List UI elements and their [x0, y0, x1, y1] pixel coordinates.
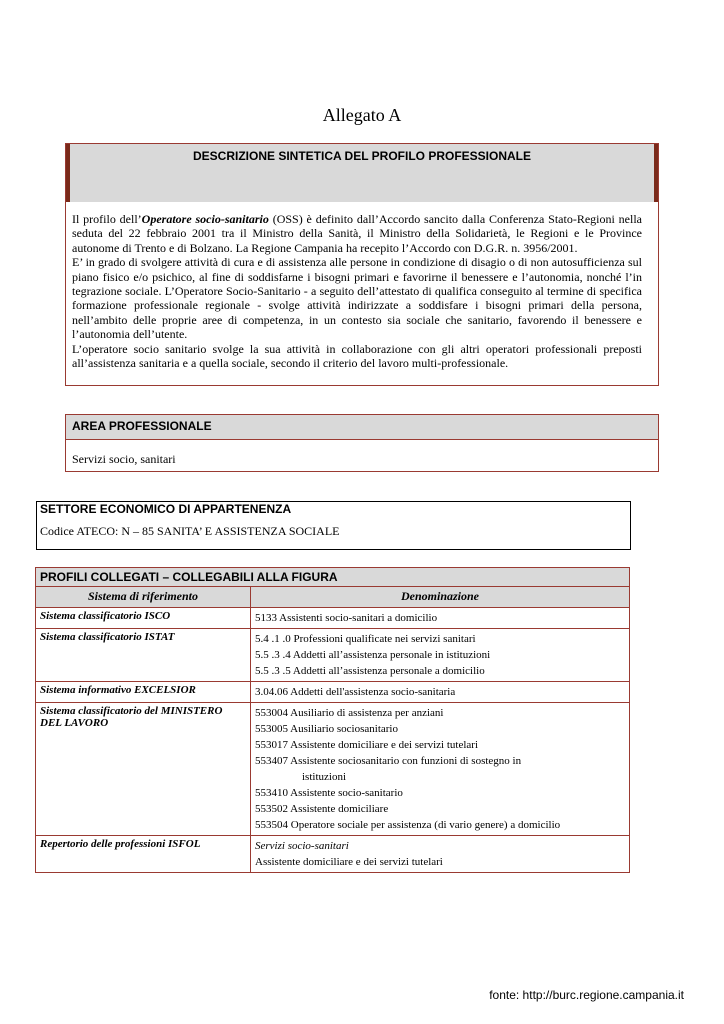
profili-table: [35, 567, 630, 873]
sys-cell: Sistema classificatorio del MINISTERO DEL LAVORO: [36, 703, 251, 836]
den-item: Assistente domiciliare e dei servizi tutelari: [255, 856, 443, 868]
den-item: 5133 Assistenti socio-sanitari a domicilio: [255, 612, 438, 624]
descrizione-paragraph-1: [72, 212, 642, 255]
descrizione-paragraph-3: L’operatore socio sanitario svolge la sua attività in collaborazione con gli altri operatori professionali preposti all’assistenza sanitaria e a quella sociale, secondo il criterio del lavoro multi-professionale.: [72, 341, 642, 371]
den-item: 553004 Ausiliario di assistenza per anziani: [255, 707, 444, 719]
col-header-sistema: Sistema di riferimento: [36, 587, 251, 608]
den-cell: [251, 629, 630, 682]
den-item: 553502 Assistente domiciliare: [255, 803, 389, 815]
den-item: Servizi socio-sanitari: [255, 840, 349, 852]
descrizione-paragraph-2: E’ in grado di svolgere attività di cura e di assistenza alle persone in condizione di disagio o di non autosufficienza sul piano fisico e/o psichico, al fine di soddisfarne i bisogni primari e favorirne il benessere e l’autonomia, nonché l’in tegrazione sociale. L’Operatore Socio-Sanitario - a seguito dell’attestato di qualifica conseguito al termine di specifica formazione professionale regionale - svolge attività indirizzate a soddisfare i bisogni primari della persona, nell’ambito delle proprie aree di competenza, in un contesto sia sociale che sanitario, favorendo il benessere e l’autonomia dell’utente.: [72, 255, 642, 342]
footer-source: fonte: http://burc.regione.campania.it: [489, 988, 684, 1002]
table-row: [36, 703, 630, 836]
sys-cell: Repertorio delle professioni ISFOL: [36, 836, 251, 873]
descrizione-body: [72, 212, 642, 370]
settore-box: [36, 501, 631, 550]
descrizione-header-label: DESCRIZIONE SINTETICA DEL PROFILO PROFESSIONALE: [192, 149, 532, 163]
den-cell: [251, 836, 630, 873]
area-box: [65, 414, 659, 472]
den-item: 553410 Assistente socio-sanitario: [255, 787, 403, 799]
den-item: 5.4 .1 .0 Professioni qualificate nei servizi sanitari: [255, 633, 476, 645]
table-row: [36, 836, 630, 873]
settore-header: SETTORE ECONOMICO DI APPARTENENZA: [40, 502, 292, 516]
settore-value: Codice ATECO: N – 85 SANITA’ E ASSISTENZA SOCIALE: [40, 524, 340, 538]
den-item: 3.04.06 Addetti dell'assistenza socio-sanitaria: [255, 686, 456, 698]
sys-cell: Sistema classificatorio ISTAT: [36, 629, 251, 682]
den-item: 553017 Assistente domiciliare e dei servizi tutelari: [255, 739, 478, 751]
sys-cell: Sistema informativo EXCELSIOR: [36, 682, 251, 703]
sys-cell: Sistema classificatorio ISCO: [36, 608, 251, 629]
p1-profile-name: Operatore socio-sanitario: [141, 212, 269, 226]
p1-text-c: (OSS) è definito dall’Accordo sancito dalla Conferenza Stato-Regioni nella seduta del 22 febbraio 2001 tra il Ministro della Sanità, il Ministro della Solidarietà, le Regioni e le Province autonome di Trento e di Bolzano. La Regione Campania ha recepito l’Accordo con D.G.R. n. 3956/2001.: [72, 212, 642, 255]
den-cell: [251, 682, 630, 703]
area-header: AREA PROFESSIONALE: [66, 415, 658, 440]
table-row: [36, 629, 630, 682]
table-row: [36, 682, 630, 703]
col-header-denominazione: Denominazione: [251, 587, 630, 608]
den-item: 553005 Ausiliario sociosanitario: [255, 723, 398, 735]
den-item: istituzioni: [302, 771, 346, 783]
den-item: 5.5 .3 .4 Addetti all’assistenza personale in istituzioni: [255, 649, 491, 661]
table-row: [36, 608, 630, 629]
den-item: 553504 Operatore sociale per assistenza (di vario genere) a domicilio: [255, 819, 561, 831]
den-item: 5.5 .3 .5 Addetti all’assistenza personale a domicilio: [255, 665, 485, 677]
descrizione-header: [66, 144, 658, 202]
den-item: 553407 Assistente sociosanitario con funzioni di sostegno in: [255, 755, 522, 767]
descrizione-box: [65, 143, 659, 386]
den-cell: [251, 608, 630, 629]
profili-header: PROFILI COLLEGATI – COLLEGABILI ALLA FIGURA: [36, 568, 630, 587]
area-value: Servizi socio, sanitari: [72, 452, 176, 466]
p1-text-a: Il profilo dell’: [72, 212, 142, 226]
den-cell: [251, 703, 630, 836]
page-title: Allegato A: [322, 105, 402, 125]
